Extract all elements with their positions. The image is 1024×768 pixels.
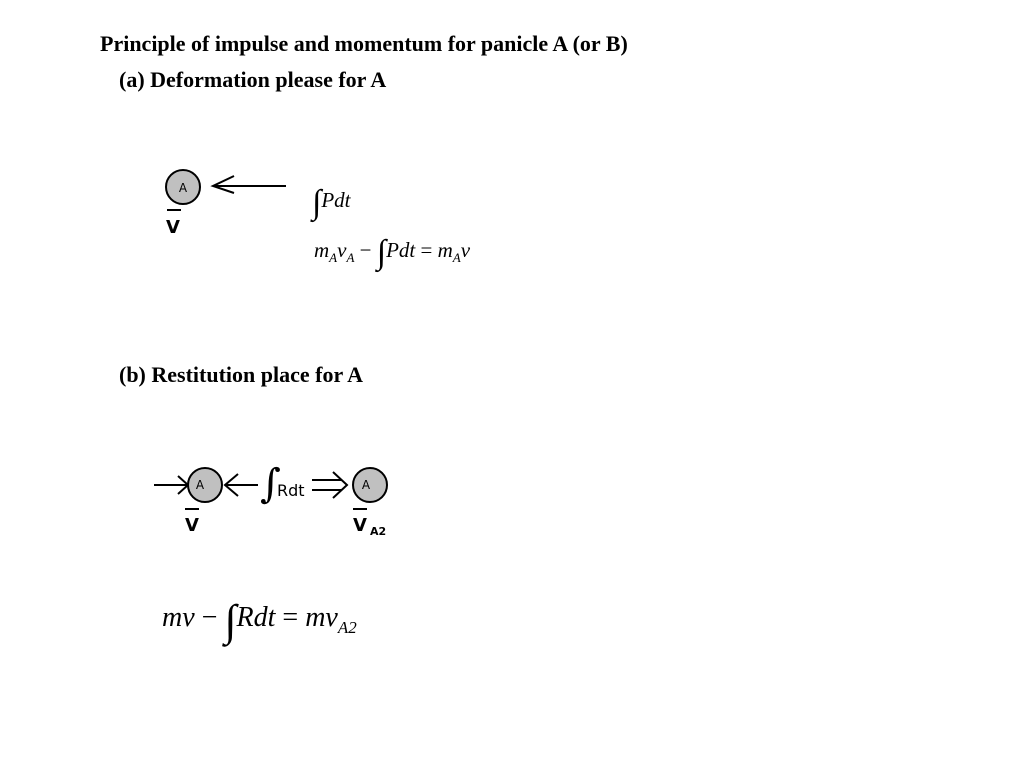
impulse-expression xyxy=(312,178,351,221)
left-particle-circle xyxy=(188,468,222,502)
eq-a-mass-sub: A xyxy=(329,250,338,265)
section-a-heading: (a) Deformation please for A xyxy=(119,67,387,92)
double-arrow-head xyxy=(333,472,347,498)
eq-a-integral-symbol: ∫ xyxy=(376,234,387,271)
impulse-arrow-head xyxy=(213,176,234,193)
eq-b-equals: = xyxy=(282,602,299,633)
impulse-integrand: Pdt xyxy=(321,188,351,212)
eq-a-mass: m xyxy=(314,238,330,262)
eq-b-rhs-sub: A2 xyxy=(337,618,357,637)
particle-a-label: A xyxy=(178,181,188,195)
eq-a-velocity-sub: A xyxy=(346,250,355,265)
restitution-integral-symbol: ∫ xyxy=(260,461,281,507)
eq-b-minus: − xyxy=(201,602,218,633)
integral-symbol: ∫ xyxy=(312,184,322,221)
eq-a-minus: − xyxy=(359,238,372,262)
left-velocity-label: V xyxy=(185,515,199,536)
section-b-heading: (b) Restitution place for A xyxy=(119,362,364,387)
deformation-diagram xyxy=(150,160,300,240)
eq-a-rhs-velocity: v xyxy=(460,238,471,262)
eq-a-rhs-mass: m xyxy=(437,238,453,262)
right-velocity-sub: A2 xyxy=(370,525,387,538)
eq-a-equals: = xyxy=(420,238,433,262)
eq-b-integrand: Rdt xyxy=(236,602,276,633)
right-velocity-label: V xyxy=(353,515,367,536)
eq-b-integral-symbol: ∫ xyxy=(224,596,237,645)
restitution-diagram xyxy=(150,445,410,545)
eq-a-rhs-sub: A xyxy=(452,250,461,265)
eq-b-lhs: mv xyxy=(162,602,195,633)
left-particle-label: A xyxy=(195,478,205,492)
restitution-equation xyxy=(162,586,357,645)
eq-a-integrand: Pdt xyxy=(386,238,416,262)
right-particle-label: A xyxy=(361,478,371,492)
page-title: Principle of impulse and momentum for panicle A (or B) xyxy=(100,31,628,56)
eq-a-velocity: v xyxy=(337,238,347,262)
eq-b-rhs: mv xyxy=(305,602,338,633)
restitution-impulse-label: Rdt xyxy=(277,481,305,500)
velocity-label: V xyxy=(166,217,180,238)
deformation-equation xyxy=(314,228,471,271)
